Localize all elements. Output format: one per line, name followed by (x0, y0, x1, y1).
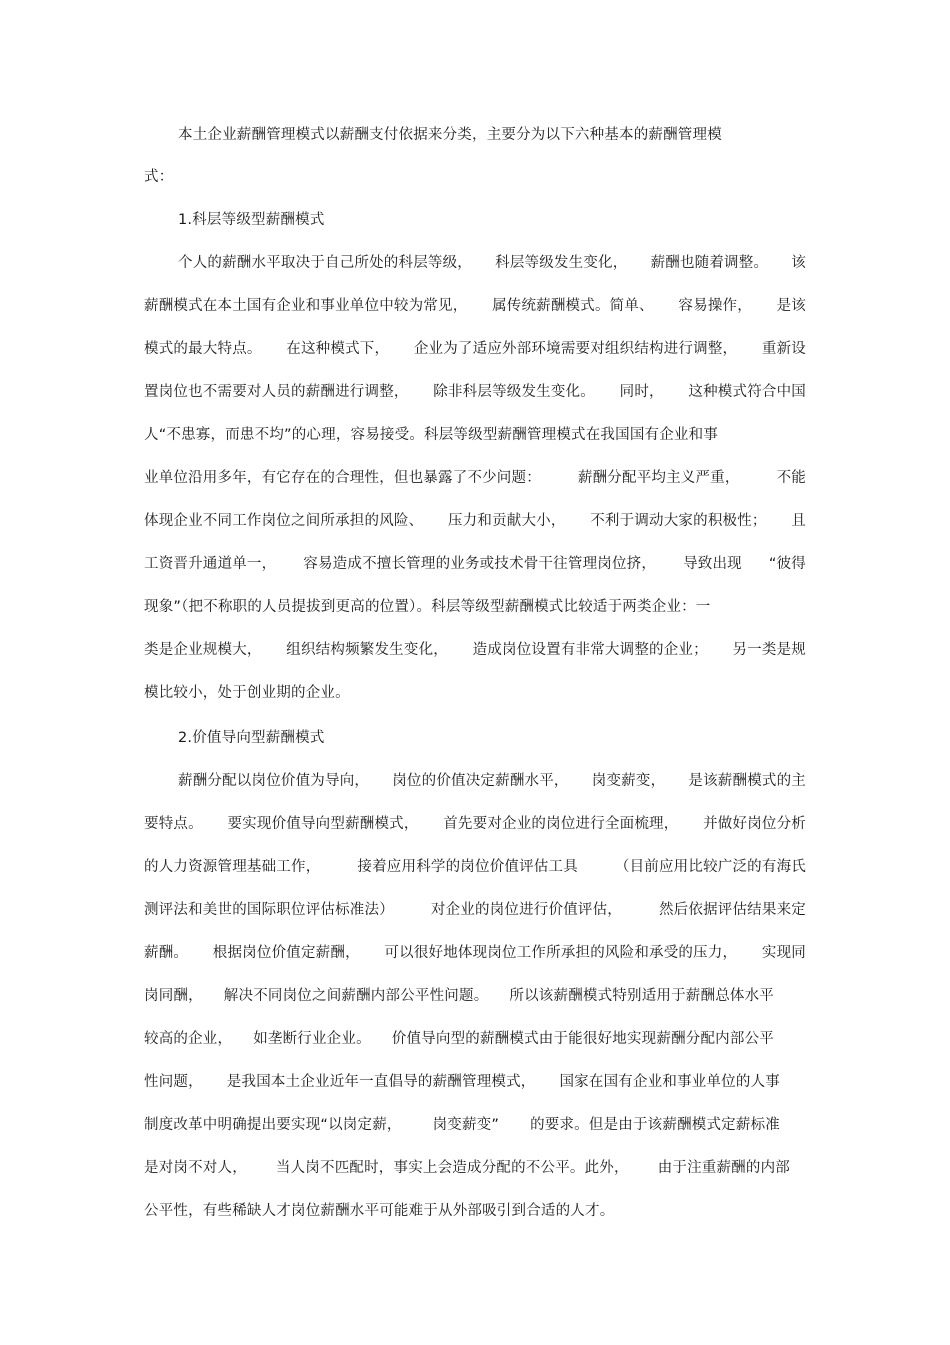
section1-line-7: 体现企业不同工作岗位之间所承担的风险、 压力和贡献大小， 不利于调动大家的积极性； 且 (144, 513, 806, 529)
section2-heading: 2.价值导向型薪酬模式 (178, 730, 325, 746)
section2-line-2: 要特点。 要实现价值导向型薪酬模式， 首先要对企业的岗位进行全面梳理， 并做好岗位分析 (144, 816, 806, 832)
section2-line-4: 测评法和美世的国际职位评估标准法） 对企业的岗位进行价值评估， 然后依据评估结果来定 (144, 902, 806, 918)
section1-line-9: 现象”（把不称职的人员提拔到更高的位置）。科层等级型薪酬模式比较适于两类企业：一 (144, 599, 711, 615)
section2-line-7: 较高的企业， 如垄断行业企业。 价值导向型的薪酬模式由于能很好地实现薪酬分配内部公平 (144, 1031, 774, 1047)
section1-line-1: 个人的薪酬水平取决于自己所处的科层等级， 科层等级发生变化， 薪酬也随着调整。 该 (178, 255, 806, 271)
section2-line-10: 是对岗不对人， 当人岗不匹配时，事实上会造成分配的不公平。此外， 由于注重薪酬的内部 (144, 1160, 790, 1176)
section2-line-8: 性问题， 是我国本土企业近年一直倡导的薪酬管理模式， 国家在国有企业和事业单位的人事 (144, 1074, 780, 1090)
intro-line-2: 式： (144, 169, 174, 185)
section2-line-9: 制度改革中明确提出要实现“以岗定薪， 岗变薪变” 的要求。但是由于该薪酬模式定薪标准 (144, 1117, 780, 1133)
section2-line-6: 岗同酬， 解决不同岗位之间薪酬内部公平性问题。 所以该薪酬模式特别适用于薪酬总体水平 (144, 988, 774, 1004)
section2-line-3: 的人力资源管理基础工作， 接着应用科学的岗位价值评估工具 （目前应用比较广泛的有海氏 (144, 859, 806, 875)
section1-line-11: 模比较小，处于创业期的企业。 (144, 685, 350, 701)
section1-line-10: 类是企业规模大， 组织结构频繁发生变化， 造成岗位设置有非常大调整的企业； 另一类是规 (144, 642, 806, 658)
section1-heading: 1.科层等级型薪酬模式 (178, 212, 325, 228)
section1-line-4: 置岗位也不需要对人员的薪酬进行调整， 除非科层等级发生变化。 同时， 这种模式符合中国 (144, 384, 806, 400)
intro-line-1: 本土企业薪酬管理模式以薪酬支付依据来分类，主要分为以下六种基本的薪酬管理模 (178, 127, 722, 143)
section1-line-2: 薪酬模式在本土国有企业和事业单位中较为常见， 属传统薪酬模式。简单、 容易操作， 是该 (144, 298, 806, 314)
section2-line-11: 公平性，有些稀缺人才岗位薪酬水平可能难于从外部吸引到合适的人才。 (144, 1203, 615, 1219)
section1-line-8: 工资晋升通道单一， 容易造成不擅长管理的业务或技术骨干往管理岗位挤， 导致出现 “彼得 (144, 556, 806, 572)
section2-line-5: 薪酬。 根据岗位价值定薪酬， 可以很好地体现岗位工作所承担的风险和承受的压力， 实现同 (144, 945, 806, 961)
section1-line-6: 业单位沿用多年，有它存在的合理性，但也暴露了不少问题： 薪酬分配平均主义严重， 不能 (144, 470, 806, 486)
section1-line-3: 模式的最大特点。 在这种模式下， 企业为了适应外部环境需要对组织结构进行调整， 重新设 (144, 341, 806, 357)
section2-line-1: 薪酬分配以岗位价值为导向， 岗位的价值决定薪酬水平， 岗变薪变， 是该薪酬模式的主 (178, 773, 806, 789)
section1-line-5: 人“不患寡，而患不均”的心理，容易接受。科层等级型薪酬管理模式在我国国有企业和事 (144, 427, 719, 443)
